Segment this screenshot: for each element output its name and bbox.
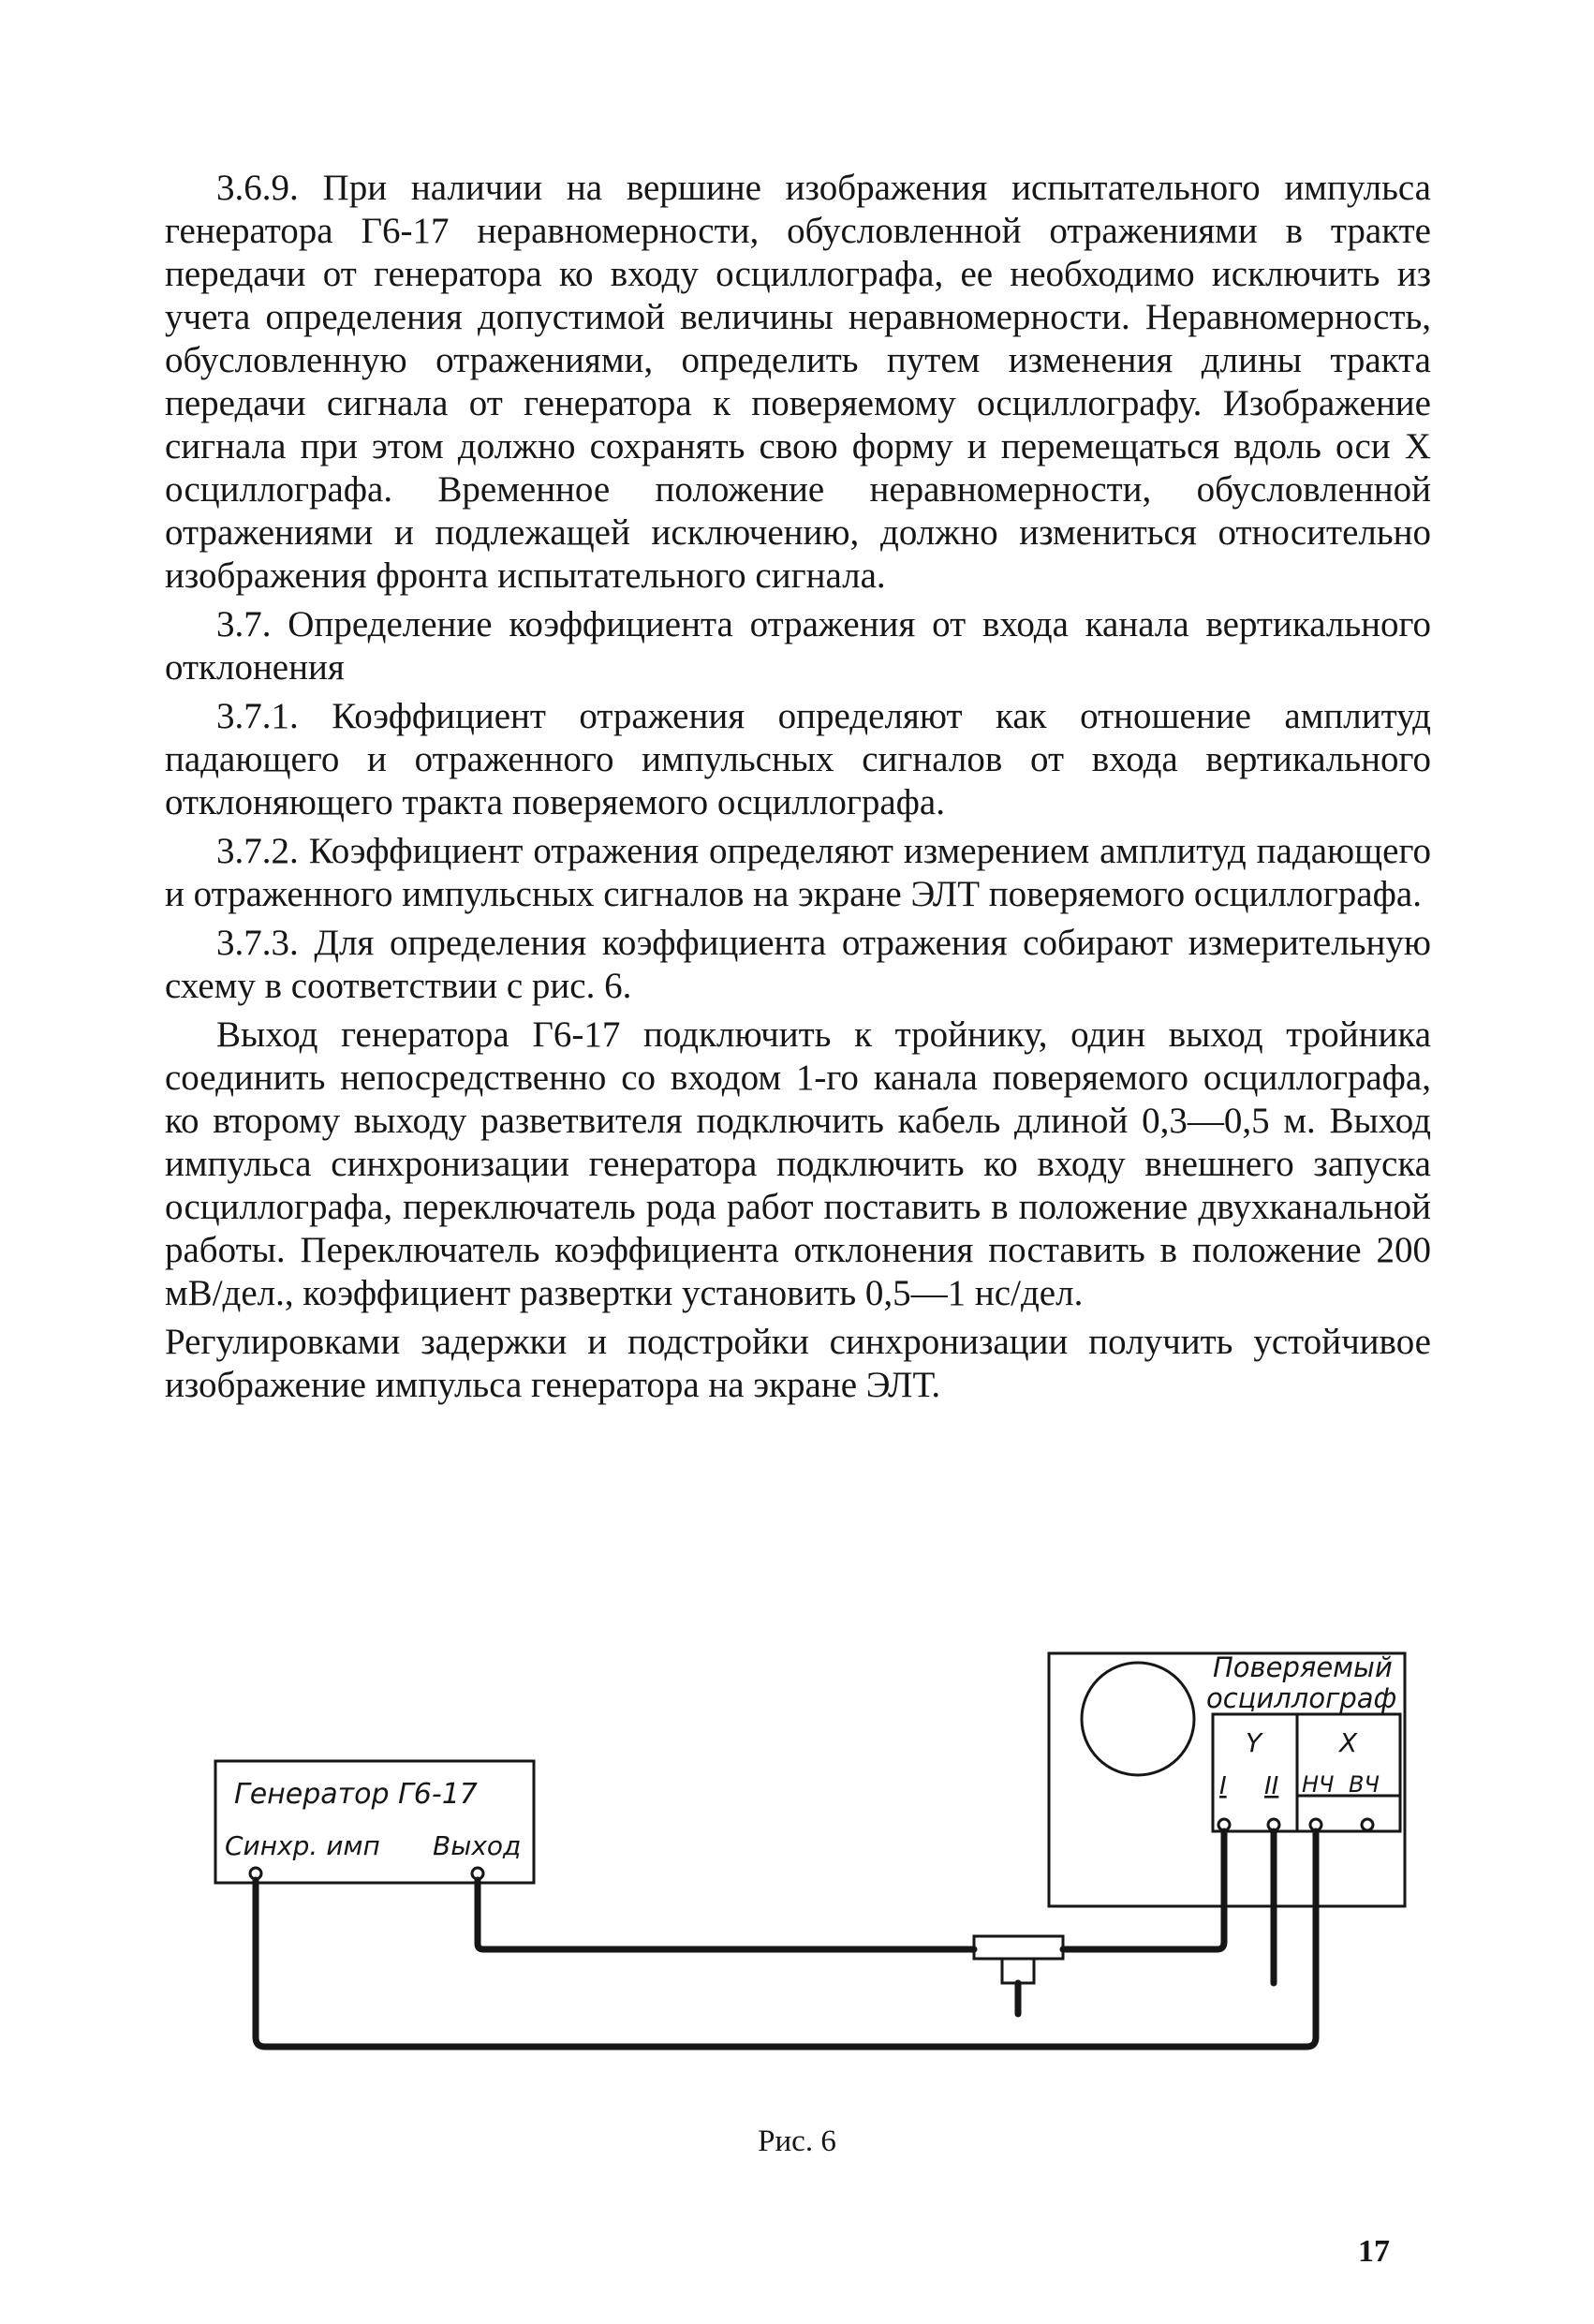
scope-title-line2: осциллограф	[1206, 1682, 1397, 1714]
scope-ch2-label: II	[1264, 1772, 1279, 1800]
cable-tee-to-ch1	[1063, 1831, 1224, 1949]
body-text	[165, 167, 1431, 1413]
scope-lf-label: НЧ	[1302, 1771, 1335, 1798]
figure-caption: Рис. 6	[758, 2124, 836, 2158]
paragraph-3-7-1: 3.7.1. Коэффициент отражения определяют как отношение амплитуд падающего и отраженного импульсных сигналов от входа вертикального отклоняющего тракта поверяемого осциллографа.	[165, 696, 1431, 822]
scope-hf-label: ВЧ	[1349, 1771, 1380, 1798]
heading-3-7: 3.7. Определение коэффициента отражения от входа канала вертикального отклонения	[165, 604, 1431, 688]
tee-branch-icon	[1002, 1959, 1034, 1983]
scope-x-label: X	[1339, 1727, 1358, 1758]
generator-sync-label: Синхр. имп	[225, 1830, 380, 1861]
hf-connector-icon	[1362, 1819, 1373, 1830]
tee-connector-icon	[974, 1936, 1063, 1959]
crt-screen-icon	[1082, 1663, 1194, 1775]
paragraph-3-7-2: 3.7.2. Коэффициент отражения определяют измерением амплитуд падающего и отраженного импульсных сигналов на экране ЭЛТ поверяемого осциллографа.	[165, 831, 1431, 914]
cable-sync-to-trigger	[256, 1831, 1316, 2047]
scope-title-line1: Поверяемый	[1213, 1651, 1393, 1683]
cable-output-to-tee	[478, 1880, 974, 1949]
circuit-diagram	[187, 1635, 1424, 2103]
paragraph-connection: Выход генератора Г6-17 подключить к тройнику, один выход тройника соединить непосредственно со входом 1-го канала поверяемого осциллографа, ко второму выходу разветвителя подключить кабель длиной 0,3—0,5 м. Выход импульса синхронизации генератора подключить ко входу внешнего запуска осциллографа, переключатель рода работ поставить в положение двухканальной работы. Переключатель коэффициента отклонения поставить в положение 200 мВ/дел., коэффициент развертки установить 0,5—1 нс/дел.	[165, 1014, 1431, 1313]
paragraph-3-7-3: 3.7.3. Для определения коэффициента отражения собирают измерительную схему в соответствии с рис. 6.	[165, 923, 1431, 1006]
scope-y-label: Y	[1246, 1727, 1262, 1758]
generator-title: Генератор Г6-17	[234, 1778, 478, 1811]
page-number: 17	[1358, 2234, 1390, 2269]
generator-output-label: Выход	[433, 1830, 522, 1861]
paragraph-adjustment: Регулировками задержки и подстройки синхронизации получить устойчивое изображение импульса генератора на экране ЭЛТ.	[165, 1322, 1431, 1405]
paragraph-3-6-9: 3.6.9. При наличии на вершине изображения испытательного импульса генератора Г6-17 неравномерности, обусловленной отражениями в тракте передачи от генератора ко входу осциллографа, ее необходимо исключить из учета определения допустимой величины неравномерности. Неравномерность, обусловленную отражениями, определить путем изменения длины тракта передачи сигнала от генератора к поверяемому осциллографу. Изображение сигнала при этом должно сохранять свою форму и перемещаться вдоль оси X осциллографа. Временное положение неравномерности, обусловленной отражениями и подлежащей исключению, должно измениться относительно изображения фронта испытательного сигнала.	[165, 168, 1431, 596]
figure-circuit-diagram	[187, 1635, 1424, 2103]
scope-ch1-label: I	[1219, 1772, 1227, 1800]
